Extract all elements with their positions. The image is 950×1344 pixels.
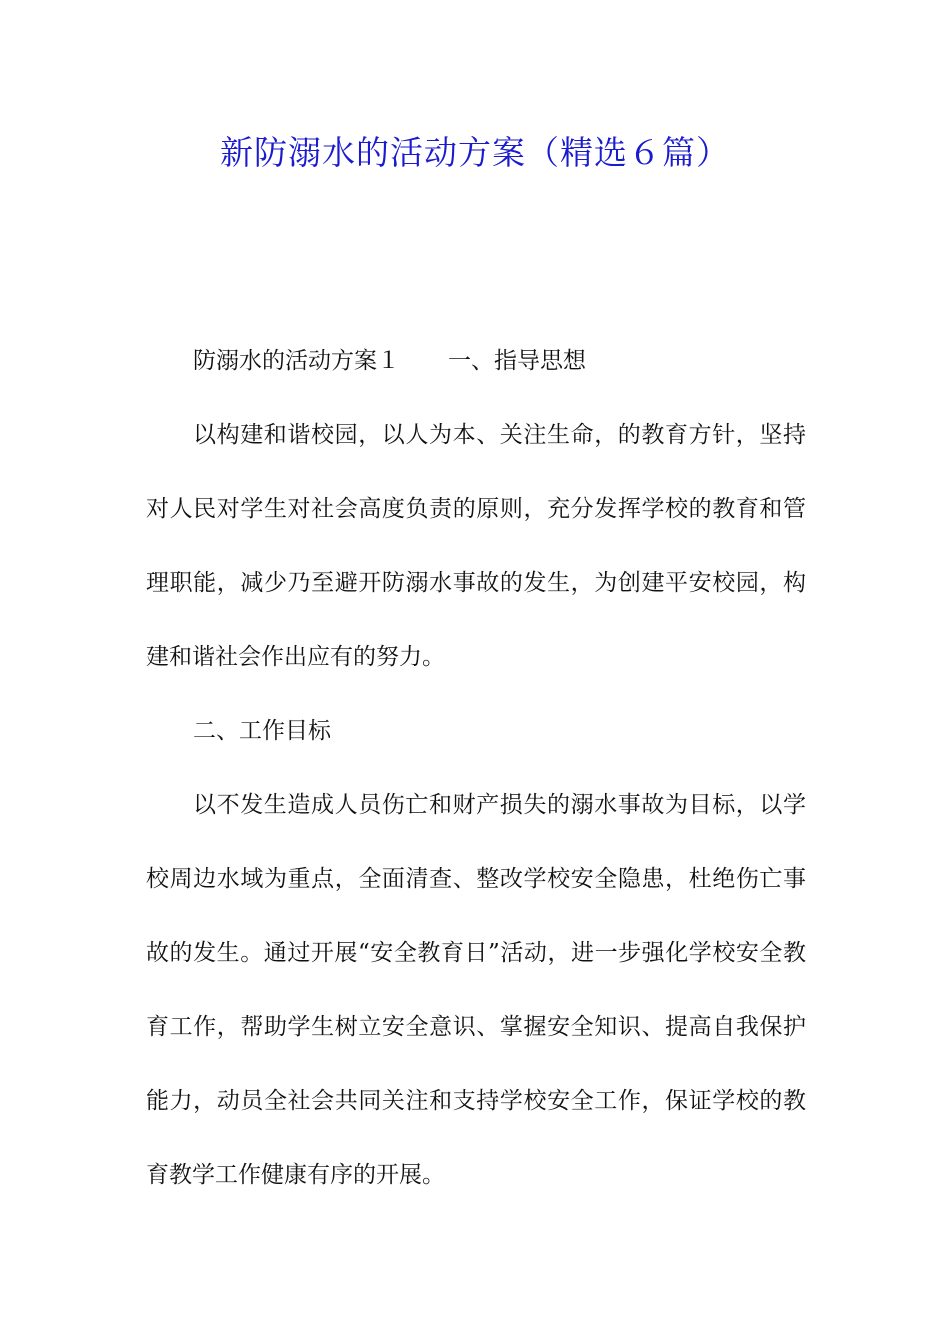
plan-heading: 防溺水的活动方案１ bbox=[193, 348, 400, 374]
section-heading-guiding-ideology: 一、指导思想 bbox=[448, 348, 586, 374]
first-line bbox=[146, 324, 806, 398]
document-title: 新防溺水的活动方案（精选６篇） bbox=[220, 133, 730, 172]
paragraph-guiding-ideology: 以构建和谐校园，以人为本、关注生命，的教育方针，坚持对人民对学生对社会高度负责的原则，充分发挥学校的教育和管理职能，减少乃至避开防溺水事故的发生，为创建平安校园，构建和谐社会作出应有的努力。 bbox=[146, 422, 806, 670]
section-heading-work-goals: 二、工作目标 bbox=[193, 718, 331, 744]
paragraph-work-goals: 以不发生造成人员伤亡和财产损失的溺水事故为目标，以学校周边水域为重点，全面清查、整改学校安全隐患，杜绝伤亡事故的发生。通过开展“安全教育日”活动，进一步强化学校安全教育工作，帮助学生树立安全意识、掌握安全知识、提高自我保护能力，动员全社会共同关注和支持学校安全工作，保证学校的教育教学工作健康有序的开展。 bbox=[146, 792, 806, 1188]
